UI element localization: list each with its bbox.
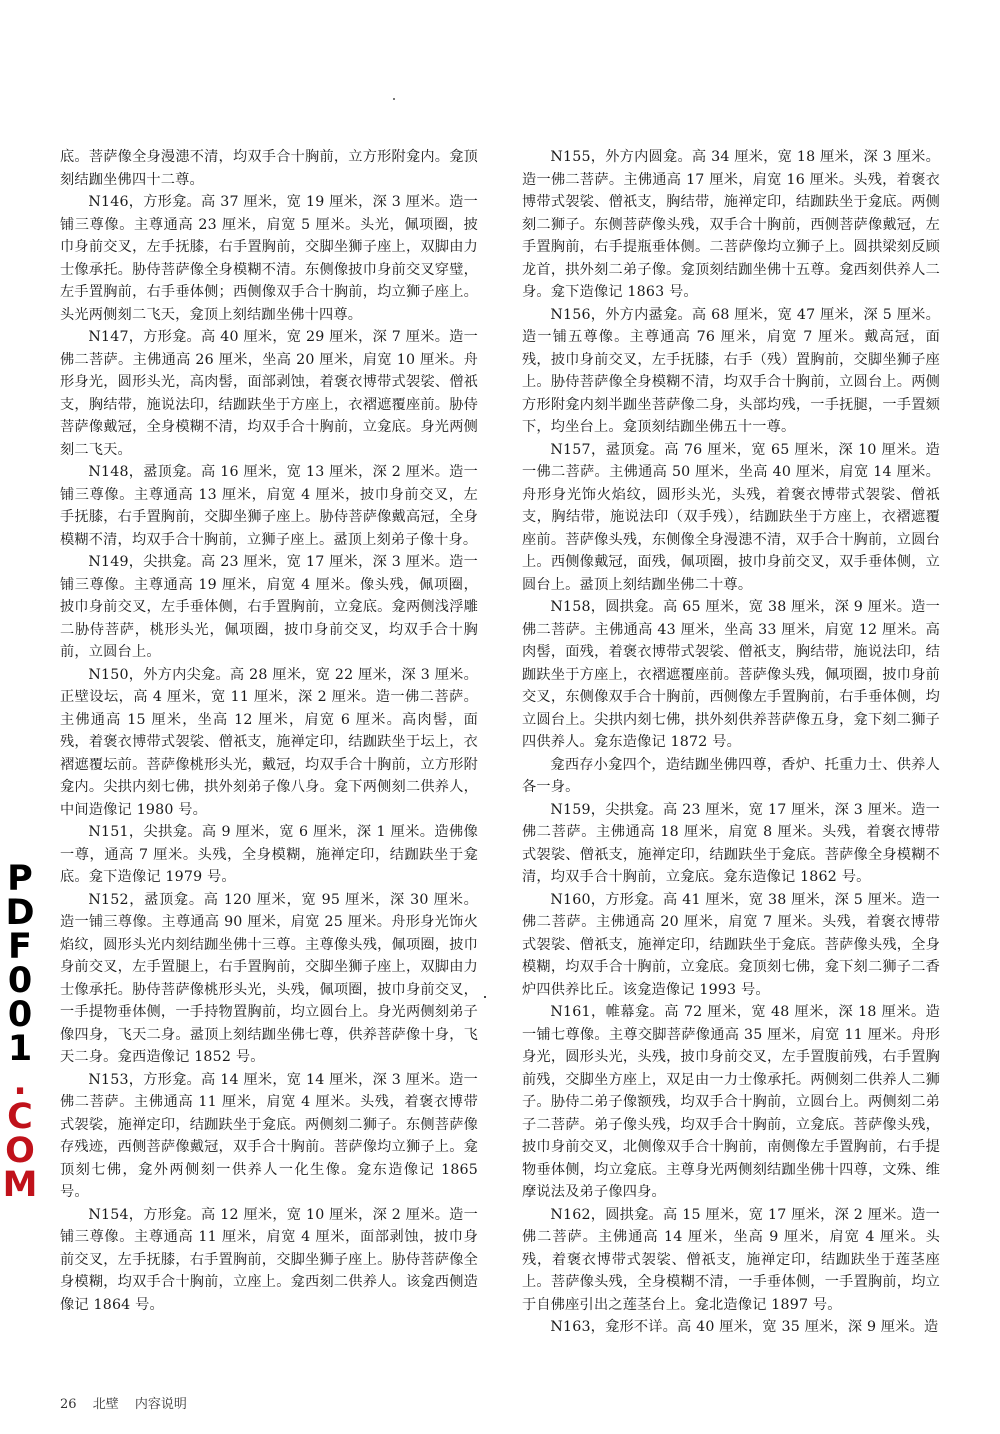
paragraph: N156，外方内盝龛。高 68 厘米，宽 47 厘米，深 5 厘米。造一铺五尊像。主尊通高 76 厘米，肩宽 7 厘米。戴高冠，面残，披巾身前交叉，左手抚膝，右手（残）置胸前，交脚坐狮子座上。胁侍菩萨像全身模糊不清，均双手合十胸前，立圆台上。两侧方形附龛内刻半跏坐菩萨像二身，头部均残，一手抚腿，一手置颏下，均坐台上。龛顶刻结跏坐佛五十一尊。 xyxy=(522,306,940,435)
watermark xyxy=(2,859,38,1205)
page-footer xyxy=(60,1393,199,1412)
watermark-char: 0 xyxy=(7,961,33,1001)
watermark-char: 0 xyxy=(7,995,33,1035)
watermark-char: F xyxy=(8,927,32,967)
paragraph: N163，龛形不详。高 40 厘米，宽 35 厘米，深 9 厘米。造 xyxy=(550,1319,939,1335)
paragraph: N160，方形龛。高 41 厘米，宽 38 厘米，深 5 厘米。造一佛二菩萨。主佛通高 20 厘米，肩宽 7 厘米。头残，着褒衣博带式袈裟、僧祇支，施禅定印，结跏趺坐于龛底。菩萨像头残，全身模糊，均双手合十胸前，立龛底。龛顶刻七佛，龛下刻二狮子二香炉四供养比丘。该龛造像记 1993 号。 xyxy=(522,891,940,998)
scan-speck xyxy=(393,98,395,100)
page-number: 26 xyxy=(60,1397,77,1412)
section-title: 内容说明 xyxy=(134,1397,187,1412)
paragraph: N146，方形龛。高 37 厘米，宽 19 厘米，深 3 厘米。造一铺三尊像。主尊通高 23 厘米，肩宽 5 厘米。头光，佩项圈，披巾身前交叉，左手抚膝，右手置胸前，交脚坐狮子座上，双脚由力士像承托。胁侍菩萨像全身模糊不清。东侧像披巾身前交叉穿璧，左手置胸前，右手垂体侧；西侧像双手合十胸前，均立狮子座上。头光两侧刻二飞天，龛顶上刻结跏坐佛十四尊。 xyxy=(60,194,478,323)
paragraph: N154，方形龛。高 12 厘米，宽 10 厘米，深 2 厘米。造一铺三尊像。主尊通高 11 厘米，肩宽 4 厘米，面部剥蚀，披巾身前交叉，左手抚膝，右手置胸前，交脚坐狮子座上。胁侍菩萨像全身模糊，均双手合十胸前，立座上。龛西刻二供养人。该龛西侧造像记 1864 号。 xyxy=(60,1206,478,1313)
scan-speck xyxy=(484,996,486,998)
watermark-char: P xyxy=(7,859,33,899)
paragraph: N157，盝顶龛。高 76 厘米，宽 65 厘米，深 10 厘米。造一佛二菩萨。主佛通高 50 厘米，坐高 40 厘米，肩宽 14 厘米。舟形身光饰火焰纹，圆形头光，头残，着褒衣博带式袈裟、僧祇支，胸结带，施说法印（双手残），结跏趺坐于方座上，衣褶遮覆座前。菩萨像头残，东侧像全身漫漶不清，双手合十胸前，立圆台上。西侧像戴冠，面残，佩项圈，披巾身前交叉，双手垂体侧，立圆台上。盝顶上刻结跏坐佛二十尊。 xyxy=(522,441,940,593)
paragraph: N158，圆拱龛。高 65 厘米，宽 38 厘米，深 9 厘米。造一佛二菩萨。主佛通高 43 厘米，坐高 33 厘米，肩宽 12 厘米。高肉髻，面残，着褒衣博带式袈裟、僧祇支，胸结带，施说法印，结跏趺坐于方座上，衣褶遮覆座前。菩萨像头残，佩项圈，披巾身前交叉，东侧像双手合十胸前，西侧像左手置胸前，右手垂体侧，均立圆台上。尖拱内刻七佛，拱外刻供养菩萨像五身，龛下刻二狮子四供养人。龛东造像记 1872 号。 xyxy=(522,599,940,750)
section-name: 北壁 xyxy=(92,1397,119,1412)
paragraph: N155，外方内圆龛。高 34 厘米，宽 18 厘米，深 3 厘米。造一佛二菩萨。主佛通高 17 厘米，肩宽 16 厘米。头残，着褒衣博带式袈裟、僧祇支，胸结带，施禅定印，结跏趺坐于龛底。两侧刻二狮子。东侧菩萨像头残，双手合十胸前，西侧菩萨像戴冠，左手置胸前，右手提瓶垂体侧。二菩萨像均立狮子上。圆拱梁刻反顾龙首，拱外刻二弟子像。龛顶刻结跏坐佛十五尊。龛西刻供养人二身。龛下造像记 1863 号。 xyxy=(522,149,940,300)
paragraph: N152，盝顶龛。高 120 厘米，宽 95 厘米，深 30 厘米。造一铺三尊像。主尊通高 90 厘米，肩宽 25 厘米。舟形身光饰火焰纹，圆形头光内刻结跏坐佛十三尊。主尊像头残，佩项圈，披巾身前交叉，左手置腿上，右手置胸前，交脚坐狮子座上，双脚由力士像承托。胁侍菩萨像桃形头光，头残，佩项圈，披巾身前交叉，一手提物垂体侧，一手持物置胸前，均立圆台上。身光两侧刻弟子像四身，飞天二身。盝顶上刻结跏坐佛七尊，供养菩萨像十身，飞天二身。龛西造像记 1852 号。 xyxy=(60,891,478,1065)
paragraph: N151，尖拱龛。高 9 厘米，宽 6 厘米，深 1 厘米。造佛像一尊，通高 7 厘米。头残，全身模糊，施禅定印，结跏趺坐于龛底。龛下造像记 1979 号。 xyxy=(60,824,478,885)
watermark-black xyxy=(2,859,38,1069)
watermark-char: . xyxy=(13,1063,27,1103)
paragraph: N150，外方内尖龛。高 28 厘米，宽 22 厘米，深 3 厘米。正壁设坛，高 4 厘米，宽 11 厘米，深 2 厘米。造一佛二菩萨。主佛通高 15 厘米，坐高 12 厘米，肩宽 6 厘米。高肉髻，面残，着褒衣博带式袈裟、僧祇支，施禅定印，结跏趺坐于坛上，衣褶遮覆坛前。菩萨像桃形头光，戴冠，均双手合十胸前，立方形附龛内。尖拱内刻七佛，拱外刻弟子像八身。龛下两侧刻二供养人，中间造像记 1980 号。 xyxy=(60,666,478,818)
right-column xyxy=(522,146,940,1339)
paragraph: N147，方形龛。高 40 厘米，宽 29 厘米，深 7 厘米。造一佛二菩萨。主佛通高 26 厘米，坐高 20 厘米，肩宽 10 厘米。舟形身光，圆形头光，高肉髻，面部剥蚀，着褒衣博带式袈裟、僧祇支，胸结带，施说法印，结跏趺坐于方座上，衣褶遮覆座前。胁侍菩萨像戴冠，全身模糊不清，均双手合十胸前，立龛底。身光两侧刻二飞天。 xyxy=(60,329,478,458)
paragraph: N148，盝顶龛。高 16 厘米，宽 13 厘米，深 2 厘米。造一铺三尊像。主尊通高 13 厘米，肩宽 4 厘米，披巾身前交叉，左手抚膝，右手置胸前，交脚坐狮子座上。胁侍菩萨像戴高冠，全身模糊不清，均双手合十胸前，立狮子座上。盝顶上刻弟子像十身。 xyxy=(60,464,478,548)
paragraph: N149，尖拱龛。高 23 厘米，宽 17 厘米，深 3 厘米。造一铺三尊像。主尊通高 19 厘米，肩宽 4 厘米。像头残，佩项圈，披巾身前交叉，左手垂体侧，右手置胸前，立龛底。龛两侧浅浮雕二胁侍菩萨，桃形头光，佩项圈，披巾身前交叉，均双手合十胸前，立圆台上。 xyxy=(60,554,478,660)
watermark-char: O xyxy=(5,1131,35,1171)
paragraph: N162，圆拱龛。高 15 厘米，宽 17 厘米，深 2 厘米。造一佛二菩萨。主佛通高 14 厘米，坐高 9 厘米，肩宽 4 厘米。头残，着褒衣博带式袈裟、僧祇支，施禅定印，结跏趺坐于莲茎座上。菩萨像头残，全身模糊不清，一手垂体侧，一手置胸前，均立于自佛座引出之莲茎台上。龛北造像记 1897 号。 xyxy=(522,1206,940,1313)
paragraph: N153，方形龛。高 14 厘米，宽 14 厘米，深 3 厘米。造一佛二菩萨。主佛通高 11 厘米，肩宽 4 厘米。头残，着褒衣博带式袈裟，施禅定印，结跏趺坐于龛底。两侧刻二狮子。东侧菩萨像存残迹，西侧菩萨像戴冠，双手合十胸前。菩萨像均立狮子上。龛顶刻七佛，龛外两侧刻一供养人一化生像。龛东造像记 1865 号。 xyxy=(60,1071,478,1200)
paragraph: N159，尖拱龛。高 23 厘米，宽 17 厘米，深 3 厘米。造一佛二菩萨。主佛通高 18 厘米，肩宽 8 厘米。头残，着褒衣博带式袈裟、僧祇支，施禅定印，结跏趺坐于龛底。菩萨像全身模糊不清，均双手合十胸前，立龛底。龛东造像记 1862 号。 xyxy=(522,801,940,885)
watermark-char: M xyxy=(2,1165,38,1205)
watermark-char: 1 xyxy=(7,1029,33,1069)
paragraph: 龛西存小龛四个，造结跏坐佛四尊，香炉、托重力士、供养人各一身。 xyxy=(522,756,940,795)
watermark-red xyxy=(2,1063,38,1205)
left-column xyxy=(60,146,478,1316)
paragraph: N161，帷幕龛。高 72 厘米，宽 48 厘米，深 18 厘米。造一铺七尊像。主尊交脚菩萨像通高 35 厘米，肩宽 11 厘米。舟形身光，圆形头光，头残，披巾身前交叉，左手置腹前残，右手置胸前残，交脚坐方座上，双足由一力士像承托。两侧刻二供养人二狮子。胁侍二弟子像额残，均双手合十胸前，立圆台上。两侧刻二弟子二菩萨。弟子像头残，均双手合十胸前，立龛底。菩萨像头残，披巾身前交叉，北侧像双手合十胸前，南侧像左手置胸前，右手提物垂体侧，均立龛底。主尊身光两侧刻结跏坐佛十四尊，文殊、维摩说法及弟子像四身。 xyxy=(522,1004,940,1200)
watermark-char: C xyxy=(7,1097,33,1137)
watermark-char: D xyxy=(5,893,35,933)
paragraph: 底。菩萨像全身漫漶不清，均双手合十胸前，立方形附龛内。龛顶刻结跏坐佛四十二尊。 xyxy=(60,149,478,188)
